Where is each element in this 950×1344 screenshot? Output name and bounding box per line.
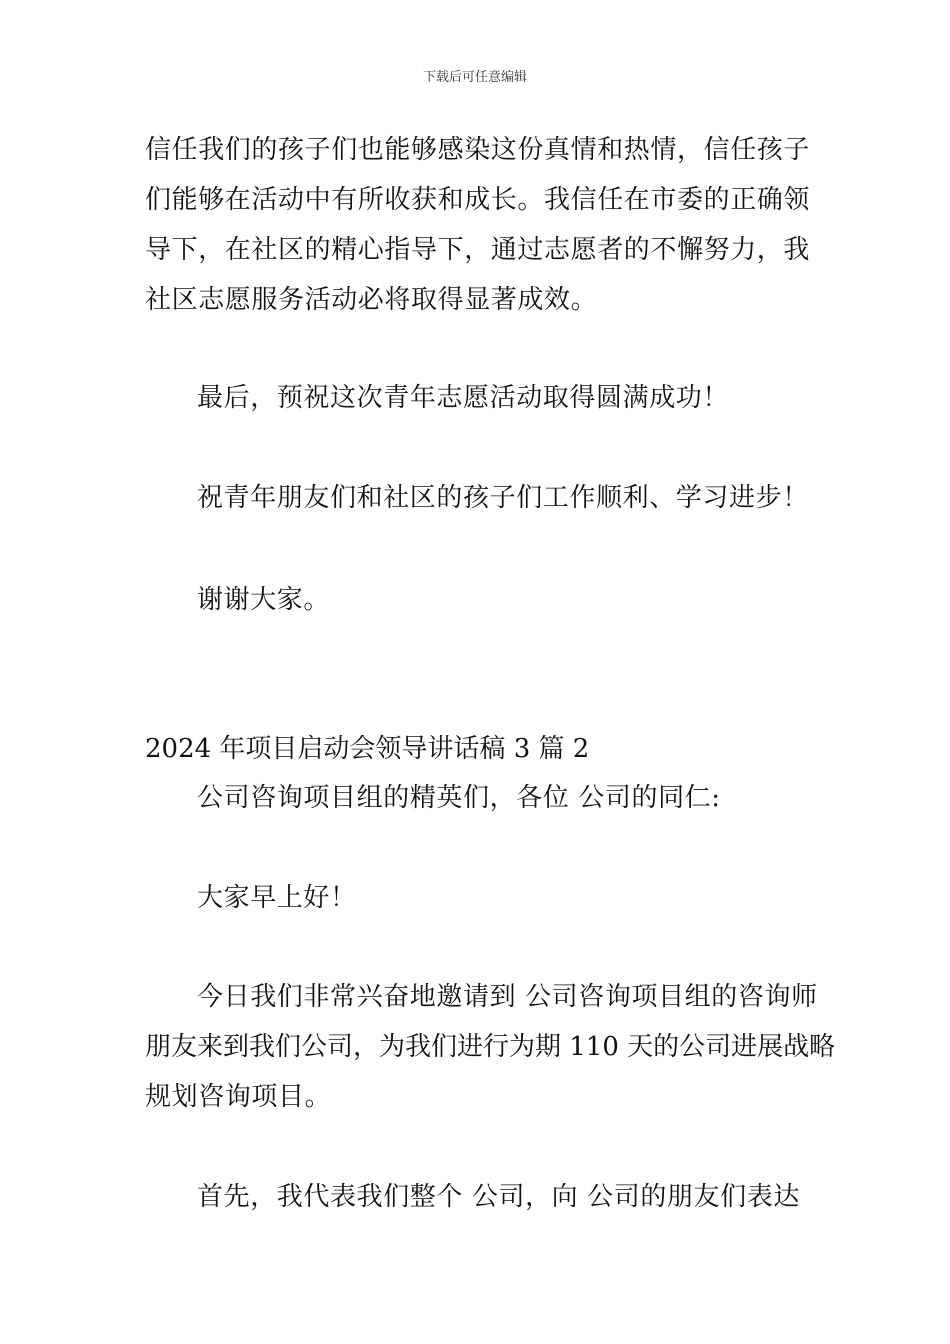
paragraph-line: 今日我们非常兴奋地邀请到 公司咨询项目组的咨询师	[197, 982, 818, 1012]
paragraph-line: 最后，预祝这次青年志愿活动取得圆满成功！	[197, 383, 730, 413]
paragraph-line: 规划咨询项目。	[145, 1082, 332, 1112]
paragraph-line: 谢谢大家。	[197, 585, 331, 615]
paragraph-line: 导下，在社区的精心指导下，通过志愿者的不懈努力，我	[145, 235, 811, 265]
paragraph-line: 首先，我代表我们整个 公司，向 公司的朋友们表达	[197, 1182, 800, 1212]
paragraph-line: 朋友来到我们公司，为我们进行为期 110 天的公司进展战略	[145, 1032, 836, 1062]
section-title: 2024 年项目启动会领导讲话稿 3 篇 2	[145, 734, 590, 764]
header-note: 下载后可任意编辑	[422, 70, 527, 85]
paragraph-line: 大家早上好！	[197, 883, 357, 913]
paragraph-line: 社区志愿服务活动必将取得显著成效。	[145, 285, 598, 315]
paragraph-line: 们能够在活动中有所收获和成长。我信任在市委的正确领	[145, 185, 811, 215]
paragraph-line: 信任我们的孩子们也能够感染这份真情和热情，信任孩子	[145, 135, 811, 165]
paragraph-line: 公司咨询项目组的精英们，各位 公司的同仁:	[197, 783, 721, 813]
paragraph-line: 祝青年朋友们和社区的孩子们工作顺利、学习进步！	[197, 483, 809, 513]
